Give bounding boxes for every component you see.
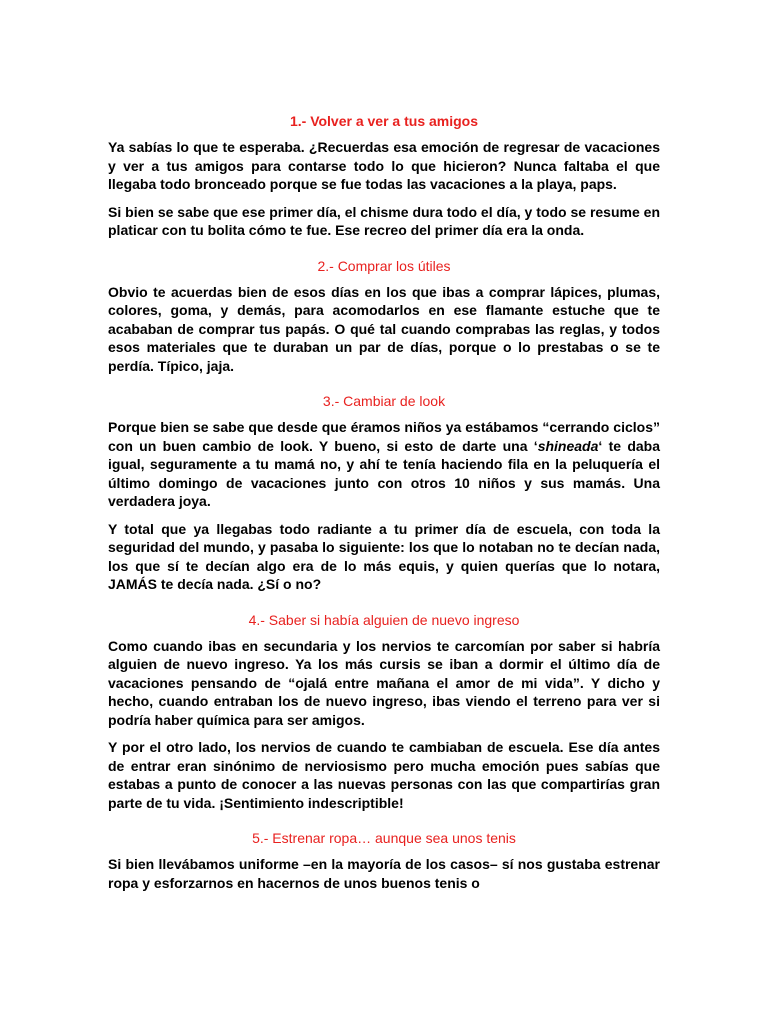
section-heading-1: 1.- Volver a ver a tus amigos xyxy=(289,113,479,129)
section-3-paragraph-1-end: ‘ te daba igual, seguramente a tu mamá no, y ahí te tenía haciendo fila en la peluquería el último domingo de vacaciones junto con otros 10 niños y sus mamás. Una verdadera joya. xyxy=(108,437,660,509)
section-heading-4: 4.- Saber si había alguien de nuevo ingreso xyxy=(248,611,520,628)
section-4-paragraph-2: Y por el otro lado, los nervios de cuando te cambiaban de escuela. Ese día antes de entrar eran sinónimo de nerviosismo pero mucha emoción pues sabías que estabas a punto de conocer a las nuevas personas con las que compartirías gran parte de tu vida. ¡Sentimiento indescriptible! xyxy=(108,739,660,811)
section-heading-3: 3.- Cambiar de look xyxy=(322,393,446,409)
section-5-paragraph-1: Si bien llevábamos uniforme –en la mayoría de los casos– sí nos gustaba estrenar ropa y esforzarnos en hacernos de unos buenos tenis o xyxy=(108,856,660,891)
article-body xyxy=(108,112,660,901)
section-1-paragraph-2: Si bien se sabe que ese primer día, el chisme dura todo el día, y todo se resume en platicar con tu bolita cómo te fue. Ese recreo del primer día era la onda. xyxy=(108,203,660,238)
section-heading-5: 5.- Estrenar ropa… aunque sea unos tenis xyxy=(252,830,516,846)
shineada-emphasis: shineada xyxy=(537,437,599,454)
section-3-paragraph-1 xyxy=(108,418,660,511)
section-2-paragraph-1: Obvio te acuerdas bien de esos días en los que ibas a comprar lápices, plumas, colores, goma, y demás, para acomodarlos en ese flamante estuche que te acababan de comprar tus papás. O qué tal cuando comprabas las reglas, y todos esos materiales que te duraban un par de días, porque o lo prestabas o se te perdía. Típico, jaja. xyxy=(108,283,660,374)
section-heading-2: 2.- Comprar los útiles xyxy=(317,257,451,274)
section-3-paragraph-2: Y total que ya llegabas todo radiante a tu primer día de escuela, con toda la seguridad del mundo, y pasaba lo siguiente: los que lo notaban no te decían nada, los que sí te decían algo era de lo más equis, y quien querías que lo notara, JAMÁS te decía nada. ¿Sí o no? xyxy=(108,520,660,592)
section-1-paragraph-1: Ya sabías lo que te esperaba. ¿Recuerdas esa emoción de regresar de vacaciones y ver a tus amigos para contarse todo lo que hicieron? Nunca faltaba el que llegaba todo bronceado porque se fue todas las vacaciones a la playa, paps. xyxy=(108,139,660,192)
section-4-paragraph-1: Como cuando ibas en secundaria y los nervios te carcomían por saber si habría alguien de nuevo ingreso. Ya los más cursis se iban a dormir el último día de vacaciones pensando de “ojalá entre mañana el amor de mi vida”. Y dicho y hecho, cuando entraban los de nuevo ingreso, ibas viendo el terreno para ver si podría haber química para ser amigos. xyxy=(108,637,660,728)
section-3-paragraph-1-start: Porque bien se sabe que desde que éramos niños ya estábamos “cerrando ciclos” con un buen cambio de look. Y bueno, si esto de darte una ‘ xyxy=(108,419,660,454)
